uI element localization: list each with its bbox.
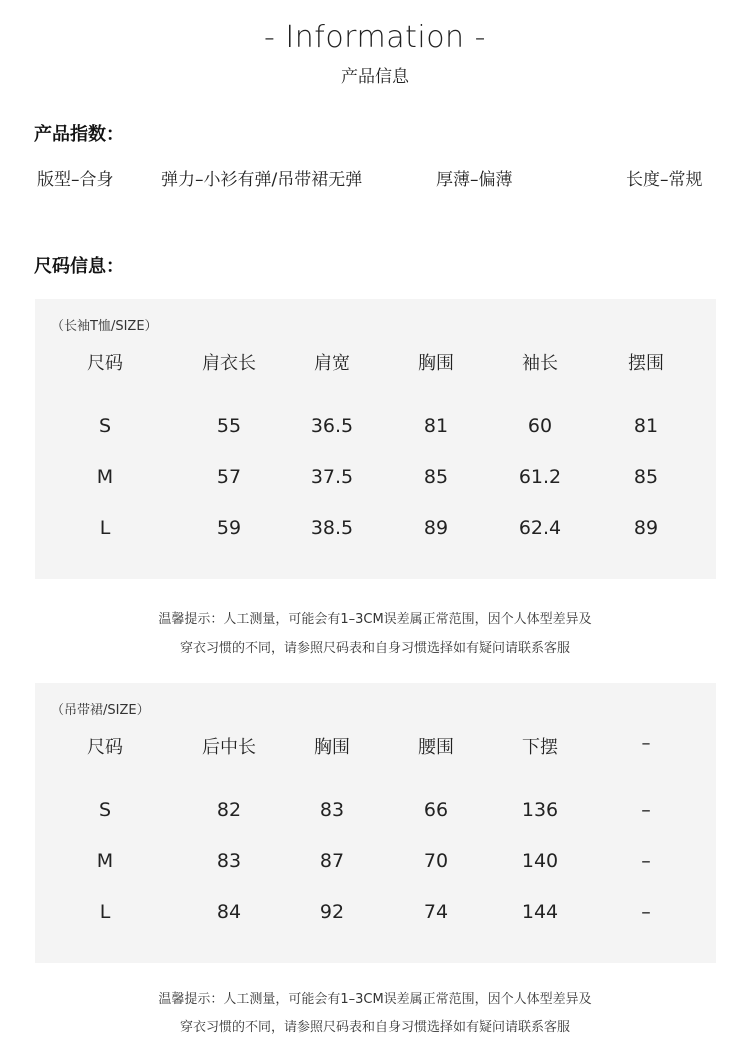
size-cell: S	[98, 799, 112, 821]
value-cell: 92	[319, 901, 345, 923]
page-subtitle: 产品信息	[341, 67, 409, 87]
measurement-note-line: 穿衣习惯的不同，请参照尺码表和自身习惯选择如有疑问请联系客服	[179, 1020, 570, 1035]
value-cell: 59	[216, 517, 242, 539]
table-row	[35, 799, 716, 829]
value-cell: 81	[633, 415, 659, 437]
value-cell: 62.4	[518, 517, 562, 539]
value-cell: 37.5	[310, 466, 354, 488]
value-cell: 84	[216, 901, 242, 923]
size-table-slip-dress	[35, 683, 716, 963]
value-cell: 144	[521, 901, 559, 923]
index-fit: 版型–合身	[37, 170, 114, 190]
size-cell: S	[98, 415, 112, 437]
value-cell: 83	[216, 850, 242, 872]
index-elasticity: 弹力–小衫有弹/吊带裙无弹	[161, 170, 363, 190]
value-cell: 140	[521, 850, 559, 872]
measurement-note-line: 穿衣习惯的不同，请参照尺码表和自身习惯选择如有疑问请联系客服	[179, 641, 570, 656]
header-cell: 尺码	[87, 737, 123, 758]
measurement-note-line: 温馨提示：人工测量，可能会有1–3CM误差属正常范围，因个人体型差异及	[158, 992, 592, 1007]
header-cell: 肩宽	[314, 353, 350, 374]
table-header-row	[35, 349, 716, 379]
header-cell: 摆围	[628, 353, 664, 374]
value-cell: 81	[423, 415, 449, 437]
table-row	[35, 466, 716, 496]
value-cell: 83	[319, 799, 345, 821]
table-row	[35, 850, 716, 880]
value-cell: 89	[633, 517, 659, 539]
size-table-tshirt	[35, 299, 716, 579]
value-cell: 61.2	[518, 466, 562, 488]
value-cell: 85	[423, 466, 449, 488]
table-label: （吊带裙/SIZE）	[51, 703, 150, 718]
value-cell: 38.5	[310, 517, 354, 539]
value-cell: –	[641, 850, 651, 872]
size-cell: L	[99, 901, 111, 923]
value-cell: 60	[527, 415, 553, 437]
value-cell: 82	[216, 799, 242, 821]
product-index-heading: 产品指数：	[34, 124, 124, 145]
value-cell: 55	[216, 415, 242, 437]
size-cell: L	[99, 517, 111, 539]
value-cell: 70	[423, 850, 449, 872]
size-cell: M	[96, 850, 114, 872]
value-cell: –	[641, 901, 651, 923]
table-row	[35, 415, 716, 445]
table-header-row	[35, 733, 716, 763]
header-cell: 胸围	[418, 353, 454, 374]
value-cell: 66	[423, 799, 449, 821]
header-cell: 袖长	[522, 353, 558, 374]
table-row	[35, 901, 716, 931]
value-cell: 36.5	[310, 415, 354, 437]
table-row	[35, 517, 716, 547]
header-cell: 下摆	[522, 737, 558, 758]
header-cell: –	[641, 733, 651, 754]
header-cell: 肩衣长	[202, 353, 256, 374]
value-cell: 85	[633, 466, 659, 488]
size-info-heading: 尺码信息：	[34, 256, 124, 277]
measurement-note-line: 温馨提示：人工测量，可能会有1–3CM误差属正常范围，因个人体型差异及	[158, 612, 592, 627]
header-cell: 胸围	[314, 737, 350, 758]
product-index-row	[0, 165, 750, 189]
table-label: （长袖T恤/SIZE）	[51, 319, 158, 334]
header-cell: 尺码	[87, 353, 123, 374]
value-cell: 89	[423, 517, 449, 539]
value-cell: 74	[423, 901, 449, 923]
index-length: 长度–常规	[626, 170, 703, 190]
value-cell: 87	[319, 850, 345, 872]
value-cell: 136	[521, 799, 559, 821]
value-cell: 57	[216, 466, 242, 488]
index-thickness: 厚薄–偏薄	[436, 170, 513, 190]
value-cell: –	[641, 799, 651, 821]
header-cell: 腰围	[418, 737, 454, 758]
page-title: - Information -	[264, 20, 486, 55]
size-cell: M	[96, 466, 114, 488]
header-cell: 后中长	[202, 737, 256, 758]
